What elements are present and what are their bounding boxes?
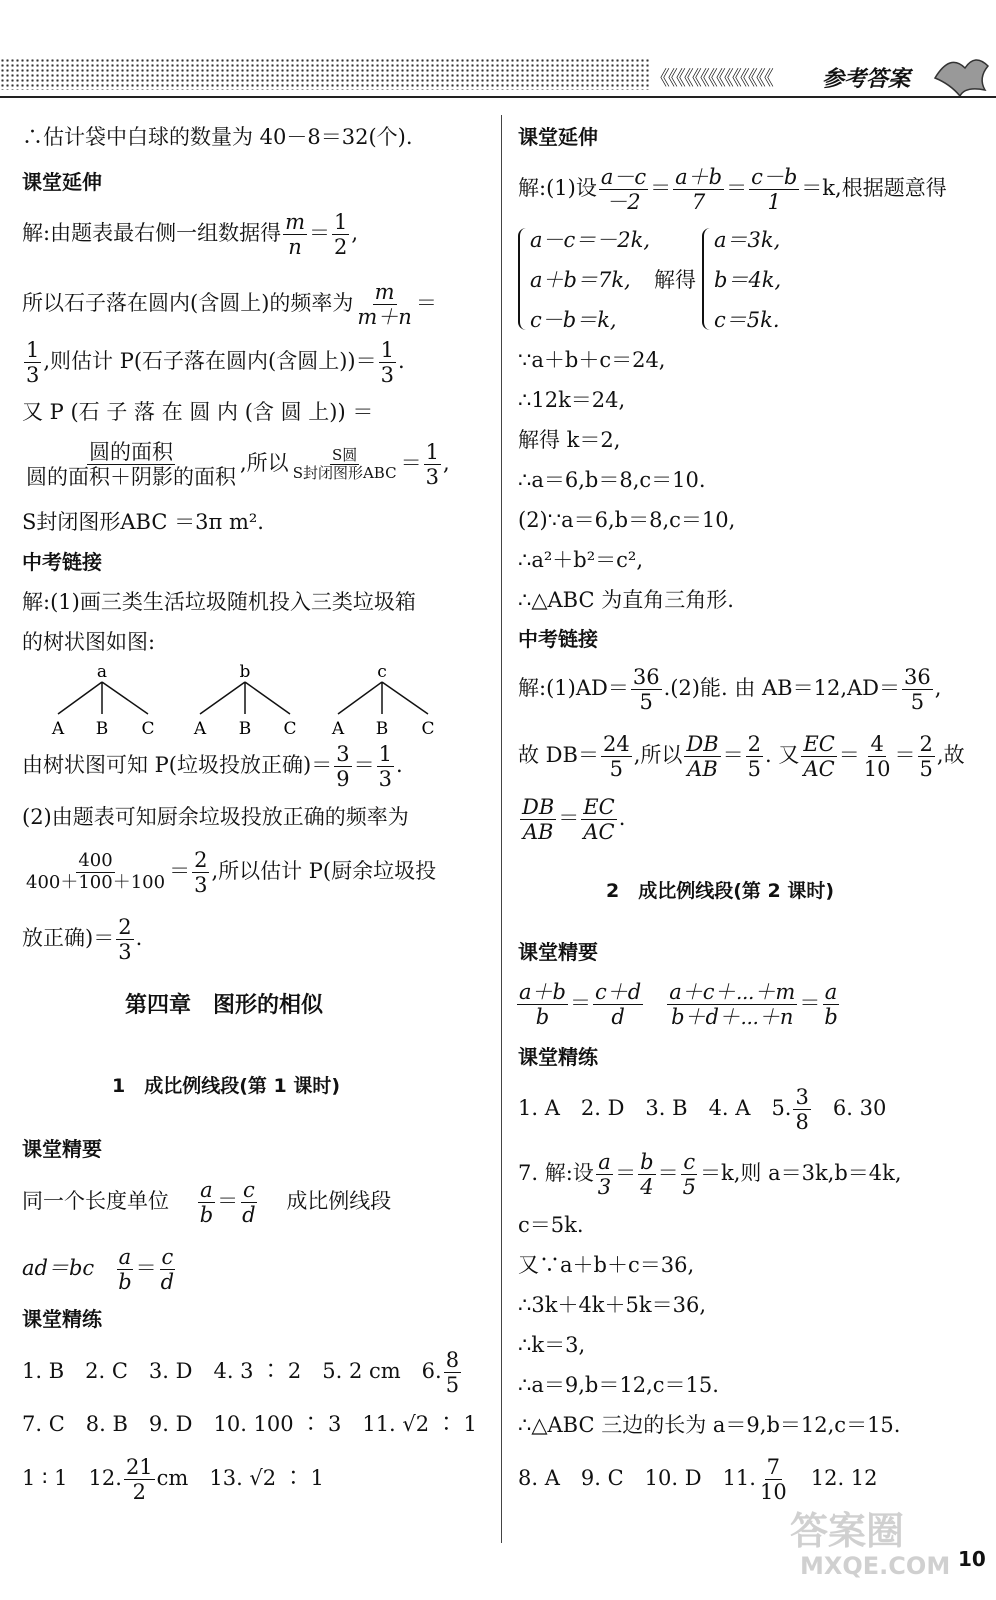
left-line: 由树状图可知 P(垃圾投放正确)＝ $\frac{3}{9}$ ＝ $\frac{1}{3}$ . (22, 742, 403, 792)
left-line: $\frac{\text{圆的面积}}{\text{圆的面积＋阴影的面积}}$ ,所以 $\frac{\text{S圆}}{\text{S封闭图形ABC}}$ ＝ $\frac{1}{3}$ , (26, 440, 450, 490)
system-eq: a＋b＝7k, (530, 268, 631, 292)
system-brace (518, 228, 528, 330)
right-line: (2)∵a＝6,b＝8,c＝10, (518, 508, 736, 532)
left-line: 解:由题表最右侧一组数据得 $\frac{m}{n}$ ＝ $\frac{1}{2}$ , (22, 210, 359, 260)
heading-extension: 课堂延伸 (518, 125, 598, 149)
right-line: ∴△ABC 三边的长为 a＝9,b＝12,c＝15. (518, 1413, 901, 1437)
right-line: ∴a＝9,b＝12,c＝15. (518, 1373, 719, 1397)
tree-root: c (377, 662, 387, 682)
left-line: 又 P (石 子 落 在 圆 内 (含 圆 上)) ＝ (22, 400, 374, 424)
tree-leaf: B (375, 719, 389, 739)
header-leaf-icon (930, 48, 990, 98)
tree-root: a (96, 662, 108, 682)
tree-leaf: C (421, 719, 435, 739)
right-line: ∴a²＋b²＝c², (518, 548, 644, 572)
right-line: $\frac{DB}{AB}$ ＝ $\frac{EC}{AC}$ . (522, 795, 626, 845)
right-line: 故 DB＝ $\frac{24}{5}$ ,所以 $\frac{DB}{AB}$ ＝ $\frac{2}{5}$ . 又 $\frac{EC}{AC}$ ＝ $\frac{4}{10}$ ＝ $\frac{2}{5}$ ,故 (518, 732, 965, 782)
watermark: 答案圈 (790, 1509, 905, 1553)
right-line: 7. 解:设 $\frac{a}{3}$ ＝ $\frac{b}{4}$ ＝ $\frac{c}{5}$ ＝k,则 a＝3k,b＝4k, (518, 1150, 902, 1200)
heading-exam-link: 中考链接 (22, 550, 102, 574)
heading-essentials: 课堂精要 (518, 940, 598, 964)
left-line: 同一个长度单位 $\frac{a}{b}$ ＝ $\frac{c}{d}$ 成比例线段 (22, 1178, 392, 1228)
header-chevrons: 《《《《《《《《《《《《《《 (650, 66, 772, 90)
left-line: 所以石子落在圆内(含圆上)的频率为 $\frac{m}{m+n}$ ＝ (22, 280, 437, 330)
header-title: 参考答案 (822, 67, 911, 92)
right-line: 又∵a＋b＋c＝36, (518, 1253, 695, 1277)
section-title: 2 成比例线段(第 2 课时) (606, 880, 835, 902)
right-line: ∴3k＋4k＋5k＝36, (518, 1293, 707, 1317)
left-line: S封闭图形ABC ＝3π m². (22, 510, 264, 534)
heading-extension: 课堂延伸 (22, 170, 102, 194)
right-line: 解:(1)AD＝ $\frac{36}{5}$ .(2)能. 由 AB＝12,AD＝ $\frac{36}{5}$ , (518, 665, 942, 715)
heading-practice: 课堂精练 (22, 1307, 102, 1331)
right-line: 1. A 2. D 3. B 4. A 5. $\frac{3}{8}$ 6. 30 (518, 1085, 887, 1135)
right-line: $\frac{a+b}{b}$ ＝ $\frac{c+d}{d}$ $\frac{a+c+\cdots+m}{b+d+\cdots+n}$ ＝ $\frac{a}{b}$ (519, 980, 838, 1030)
watermark-url: MXQE.COM (800, 1552, 951, 1580)
header-dot-band (0, 58, 650, 90)
left-line: $\frac{1}{3}$ ,则估计 P(石子落在圆内(含圆上))＝ $\frac{1}{3}$ . (26, 338, 405, 388)
tree-leaf: B (95, 719, 109, 739)
tree-diagram (40, 662, 460, 742)
right-line: 8. A 9. C 10. D 11. $\frac{7}{10}$ 12. 12 (518, 1455, 878, 1505)
page-number: 10 (958, 1547, 986, 1571)
tree-leaf: C (141, 719, 155, 739)
tree-leaf: C (283, 719, 297, 739)
right-line: ∴△ABC 为直角三角形. (518, 588, 734, 612)
right-line: ∴k＝3, (518, 1333, 586, 1357)
right-line: 解得 k＝2, (518, 428, 621, 452)
heading-essentials: 课堂精要 (22, 1137, 102, 1161)
tree-leaf: B (238, 719, 252, 739)
left-line: ad＝bc $\frac{a}{b}$ ＝ $\frac{c}{d}$ (22, 1245, 175, 1295)
left-line: (2)由题表可知厨余垃圾投放正确的频率为 (22, 805, 409, 829)
tree-leaf: A (193, 719, 207, 739)
header-rule (0, 96, 996, 98)
section-title: 1 成比例线段(第 1 课时) (112, 1075, 341, 1097)
solution-eq: c＝5k. (714, 308, 780, 332)
heading-exam-link: 中考链接 (518, 627, 598, 651)
left-line: 的树状图如图: (22, 630, 156, 654)
heading-practice: 课堂精练 (518, 1045, 598, 1069)
tree-lines (58, 682, 428, 714)
solution-eq: b＝4k, (714, 268, 782, 292)
chapter-title: 第四章 图形的相似 (125, 993, 324, 1018)
solution-brace (702, 228, 712, 330)
solution-eq: a＝3k, (714, 228, 781, 252)
left-line: ∴估计袋中白球的数量为 40－8＝32(个). (22, 125, 413, 149)
left-line: 7. C 8. B 9. D 10. 100 ∶ 3 11. √2 ∶ 1 (22, 1412, 477, 1436)
system-eq: c－b＝k, (530, 308, 617, 332)
tree-leaf: A (51, 719, 65, 739)
right-line: 解:(1)设 $\frac{a-c}{-2}$ ＝ $\frac{a+b}{7}$ ＝ $\frac{c-b}{1}$ ＝k,根据题意得 (518, 165, 947, 215)
left-line: 1 ∶ 1 12. $\frac{21}{2}$ cm 13. √2 ∶ 1 (22, 1455, 324, 1505)
right-line: c＝5k. (518, 1213, 584, 1237)
left-line: 解:(1)画三类生活垃圾随机投入三类垃圾箱 (22, 590, 416, 614)
right-line: ∴a＝6,b＝8,c＝10. (518, 468, 706, 492)
tree-leaf: A (331, 719, 345, 739)
system-eq: a－c＝－2k, (530, 228, 651, 252)
left-line: 放正确)＝ $\frac{2}{3}$ . (22, 915, 143, 965)
tree-root: b (239, 662, 251, 682)
column-divider (501, 115, 502, 1543)
solve-word: 解得 (654, 268, 696, 292)
left-line: 1. B 2. C 3. D 4. 3 ∶ 2 5. 2 cm 6. $\frac{8}{5}$ (22, 1348, 460, 1398)
right-line: ∵a＋b＋c＝24, (518, 348, 666, 372)
left-line: $\frac{400}{400+100+100}$ ＝ $\frac{2}{3}$ ,所以估计 P(厨余垃圾投 (26, 848, 437, 898)
right-line: ∴12k＝24, (518, 388, 626, 412)
